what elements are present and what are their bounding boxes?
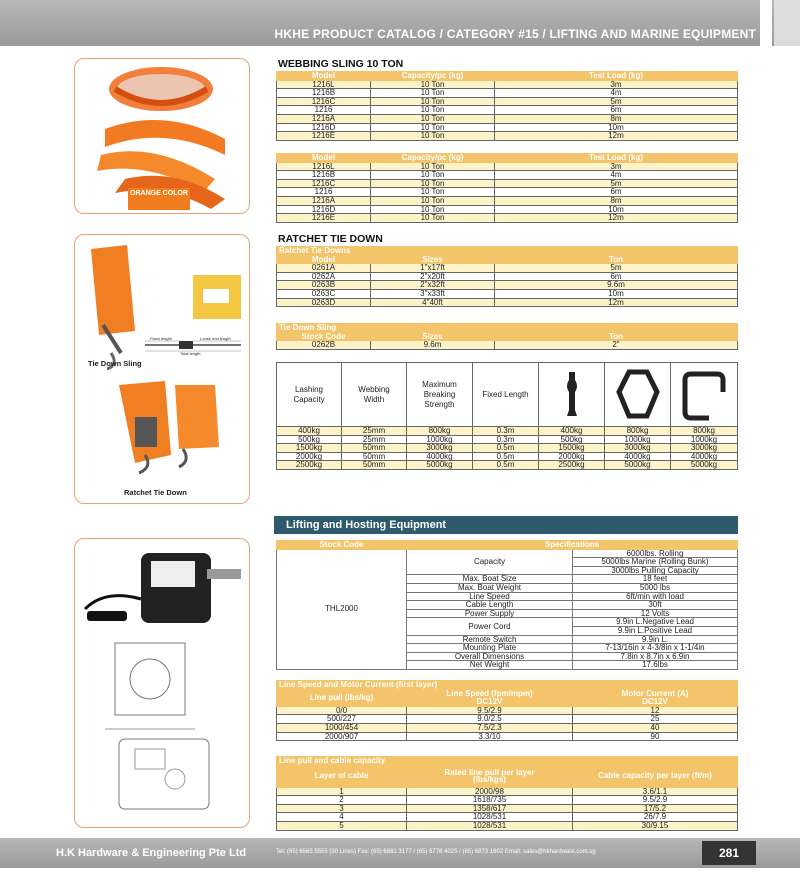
table-cell: 5000kg	[671, 461, 738, 470]
table-cell: 1500kg	[277, 444, 342, 453]
tie-down-picture	[75, 235, 250, 504]
col-fixed-length: Fixed Length	[473, 363, 539, 427]
spec-label: Max. Boat Weight	[407, 583, 573, 592]
table-cell: 3000kg	[605, 444, 671, 453]
table-cell: 1216B	[277, 171, 371, 180]
footer-company: H.K Hardware & Engineering Pte Ltd	[56, 847, 247, 859]
spec-value: 12 Volts	[573, 609, 738, 618]
diagram-label-loose: Loose end length	[200, 336, 231, 341]
table-row	[277, 89, 738, 98]
ratchet-downs-label: Ratchet Tie Downs	[277, 247, 738, 256]
table-cell: 12m	[495, 132, 738, 141]
table-cell: 10 Ton	[371, 132, 495, 141]
table-cell: 1216	[277, 188, 371, 197]
table-cell: 10 Ton	[371, 80, 495, 89]
table-cell: 0263B	[277, 281, 371, 290]
table-cell: 3	[277, 804, 407, 813]
table-row	[277, 796, 738, 805]
table-cell: 0.3m	[473, 435, 539, 444]
header-notch	[760, 0, 772, 46]
spec-label: Capacity	[407, 549, 573, 575]
spec-value: 17.6lbs	[573, 661, 738, 670]
table-cell: 1216C	[277, 97, 371, 106]
table-cell: 5m	[495, 179, 738, 188]
table-row	[277, 264, 738, 273]
table-cell: 1216D	[277, 205, 371, 214]
table-cell: 25	[573, 715, 738, 724]
table-cell: 5m	[495, 97, 738, 106]
table-cell: 10 Ton	[371, 106, 495, 115]
table-cell: 2"x32ft	[371, 281, 495, 290]
table-cell: 400kg	[539, 427, 605, 436]
table-cell: 3.3/10	[407, 732, 573, 741]
tie-down-sling-caption: Tie Down Sling	[88, 359, 142, 368]
table-row	[277, 298, 738, 307]
header-tail	[774, 0, 800, 46]
spec-label: Cable Length	[407, 601, 573, 610]
table-cell: 5000kg	[407, 461, 473, 470]
table-row	[277, 214, 738, 223]
table-cell: 10 Ton	[371, 162, 495, 171]
table-cell: 1000kg	[605, 435, 671, 444]
table-cell: 50mm	[342, 461, 407, 470]
table-row	[277, 132, 738, 141]
table-row	[277, 205, 738, 214]
table-cell: 2000/98	[407, 787, 573, 796]
stock-code-cell: THL2000	[277, 549, 407, 669]
table-row	[277, 106, 738, 115]
spec-label: Power Cord	[407, 618, 573, 635]
table-cell: 4000kg	[407, 452, 473, 461]
table-cell: 0.5m	[473, 444, 539, 453]
table-row	[277, 80, 738, 89]
table-cell: 3m	[495, 80, 738, 89]
col-line-speed: Line Speed (fpm/mpm)	[407, 689, 573, 698]
col-ton: Ton	[495, 332, 738, 341]
spec-label: Max. Boat Size	[407, 575, 573, 584]
spec-label: Line Speed	[407, 592, 573, 601]
table-cell: 0.5m	[473, 452, 539, 461]
table-cell: 500/227	[277, 715, 407, 724]
col-specifications: Specifications	[407, 541, 738, 550]
diagram-label-fixed: Fixed length	[150, 336, 172, 341]
table-cell: 10 Ton	[371, 205, 495, 214]
lifting-banner: Lifting and Hosting Equipment	[274, 516, 738, 534]
table-cell: 4m	[495, 89, 738, 98]
spec-label: Overall Dimensions	[407, 652, 573, 661]
table-cell: 3000kg	[671, 444, 738, 453]
table-cell: 1216L	[277, 162, 371, 171]
spec-label: Net Weight	[407, 661, 573, 670]
table-row	[277, 272, 738, 281]
table-cell: 800kg	[671, 427, 738, 436]
table-cell: 4000kg	[671, 452, 738, 461]
table-cell: 30/9.15	[573, 821, 738, 830]
table-cell: 8m	[495, 196, 738, 205]
table-cell: 1618/735	[407, 796, 573, 805]
table-row	[277, 732, 738, 741]
table-cell: 1000/454	[277, 723, 407, 732]
page-number: 281	[702, 841, 756, 865]
table-cell: 1"x17ft	[371, 264, 495, 273]
table-cell: 1500kg	[539, 444, 605, 453]
dc12v-label: DC12V	[407, 698, 573, 707]
col-sizes: Sizes	[371, 332, 495, 341]
table-cell: 5000kg	[605, 461, 671, 470]
col-test-load: Test Load (kg)	[495, 154, 738, 163]
col-ton: Ton	[495, 255, 738, 264]
table-cell: 25mm	[342, 427, 407, 436]
webbing-table-1	[276, 71, 738, 141]
table-cell: 6m	[495, 188, 738, 197]
table-cell: 17/5.2	[573, 804, 738, 813]
ratchet-downs-table	[276, 246, 738, 307]
col-capacity: Capacity/pc (kg)	[371, 72, 495, 81]
cable-capacity-label: Line pull and cable capacity	[277, 757, 738, 766]
table-cell: 7.5/2.3	[407, 723, 573, 732]
webbing-sling-title: WEBBING SLING 10 TON	[278, 58, 404, 70]
col-capacity: Capacity/pc (kg)	[371, 154, 495, 163]
table-cell: 2"	[495, 341, 738, 350]
table-cell: 9.6m	[371, 341, 495, 350]
table-cell: 26/7.9	[573, 813, 738, 822]
table-cell: 10m	[495, 123, 738, 132]
col-sizes: Sizes	[371, 255, 495, 264]
table-cell: 5m	[495, 264, 738, 273]
col-rated-pull: Rated line pull per layer (lbs/kgs)	[407, 765, 573, 787]
line-speed-table	[276, 680, 738, 741]
table-cell: 9.0/2.5	[407, 715, 573, 724]
hook-s-icon	[539, 363, 605, 427]
table-row	[277, 427, 738, 436]
table-row	[277, 804, 738, 813]
table-cell: 2000/907	[277, 732, 407, 741]
table-cell: 10 Ton	[371, 188, 495, 197]
spec-value: 5000lbs Marine (Rolling Bunk)	[573, 558, 738, 567]
table-cell: 40	[573, 723, 738, 732]
table-cell: 10 Ton	[371, 123, 495, 132]
table-row	[277, 123, 738, 132]
table-cell: 12m	[495, 298, 738, 307]
table-cell: 400kg	[277, 427, 342, 436]
spec-value: 9.9in L.Negative Lead	[573, 618, 738, 627]
table-cell: 10 Ton	[371, 171, 495, 180]
table-cell: 10m	[495, 205, 738, 214]
table-row	[277, 196, 738, 205]
spec-value: 3000lbs Pulling Capacity	[573, 566, 738, 575]
table-cell: 3000kg	[407, 444, 473, 453]
table-cell: 1216A	[277, 114, 371, 123]
table-cell: 2000kg	[277, 452, 342, 461]
diagram-label-total: Total length	[180, 351, 201, 356]
ratchet-title: RATCHET TIE DOWN	[278, 233, 383, 245]
spec-value: 6000lbs. Rolling	[573, 549, 738, 558]
table-cell: 2"x20ft	[371, 272, 495, 281]
page-title: HKHE PRODUCT CATALOG / CATEGORY #15 / LIFTING AND MARINE EQUIPMENT	[274, 27, 756, 41]
lifting-spec-table	[276, 540, 738, 670]
table-cell: 4	[277, 813, 407, 822]
spec-value: 6ft/min with load	[573, 592, 738, 601]
table-cell: 25mm	[342, 435, 407, 444]
table-cell: 3"x33ft	[371, 289, 495, 298]
table-cell: 0262B	[277, 341, 371, 350]
col-stock-code: Stock Code	[277, 541, 407, 550]
spec-label: Power Supply	[407, 609, 573, 618]
table-cell: 2000kg	[539, 452, 605, 461]
table-row	[277, 444, 738, 453]
table-cell: 1216E	[277, 214, 371, 223]
col-layer: Layer of cable	[277, 765, 407, 787]
table-cell: 5	[277, 821, 407, 830]
table-row	[277, 289, 738, 298]
spec-label: Remote Switch	[407, 635, 573, 644]
table-cell: 0261A	[277, 264, 371, 273]
lashing-capacity-table	[276, 362, 738, 470]
table-cell: 50mm	[342, 452, 407, 461]
table-cell: 2500kg	[277, 461, 342, 470]
line-speed-label: Line Speed and Motor Current (first layer)	[277, 681, 738, 690]
hook-j-icon	[671, 363, 738, 427]
table-cell: 6m	[495, 272, 738, 281]
spec-value: 5000 lbs	[573, 583, 738, 592]
table-cell: 9.5/2.9	[573, 796, 738, 805]
table-cell: 4000kg	[605, 452, 671, 461]
table-cell: 1216E	[277, 132, 371, 141]
table-cell: 1216L	[277, 80, 371, 89]
table-cell: 10 Ton	[371, 97, 495, 106]
col-webbing-width: Webbing Width	[342, 363, 407, 427]
hook-d-ring-icon	[605, 363, 671, 427]
tie-down-sling-label: Tie Down Sling	[277, 324, 738, 333]
table-row	[277, 162, 738, 171]
table-cell: 10 Ton	[371, 114, 495, 123]
col-model: Model	[277, 72, 371, 81]
table-cell: 4m	[495, 171, 738, 180]
table-cell: 0.3m	[473, 427, 539, 436]
table-row	[277, 188, 738, 197]
table-cell: 1028/531	[407, 821, 573, 830]
table-cell: 10 Ton	[371, 196, 495, 205]
table-row	[277, 171, 738, 180]
ratchet-tie-down-caption: Ratchet Tie Down	[124, 488, 187, 497]
table-cell: 1028/531	[407, 813, 573, 822]
col-breaking-strength: Maximum Breaking Strength	[407, 363, 473, 427]
table-cell: 10m	[495, 289, 738, 298]
col-test-load: Test Load (kg)	[495, 72, 738, 81]
spec-value: 9.9in L.Positive Lead	[573, 626, 738, 635]
table-cell: 1000kg	[407, 435, 473, 444]
table-cell: 1358/617	[407, 804, 573, 813]
table-row	[277, 821, 738, 830]
table-row	[277, 341, 738, 350]
table-row	[277, 813, 738, 822]
table-cell: 0263D	[277, 298, 371, 307]
winch-picture	[75, 539, 250, 828]
table-cell: 2	[277, 796, 407, 805]
table-cell: 3m	[495, 162, 738, 171]
webbing-table-2	[276, 153, 738, 223]
spec-value: 18 feet	[573, 575, 738, 584]
spec-value: 9.9in L.	[573, 635, 738, 644]
table-row	[277, 787, 738, 796]
table-cell: 9.6m	[495, 281, 738, 290]
table-cell: 1000kg	[671, 435, 738, 444]
table-cell: 8m	[495, 114, 738, 123]
table-cell: 9.5/2.9	[407, 706, 573, 715]
table-cell: 800kg	[407, 427, 473, 436]
table-row	[277, 723, 738, 732]
table-row	[277, 179, 738, 188]
table-row	[277, 114, 738, 123]
table-cell: 3.6/1.1	[573, 787, 738, 796]
table-cell: 1	[277, 787, 407, 796]
table-cell: 10 Ton	[371, 214, 495, 223]
col-line-pull: Line pull (lbs/kg)	[277, 689, 407, 706]
col-motor-current: Motor Current (A)	[573, 689, 738, 698]
tie-down-image	[74, 234, 250, 504]
table-cell: 0262A	[277, 272, 371, 281]
tie-down-sling-table	[276, 323, 738, 350]
table-cell: 1216C	[277, 179, 371, 188]
table-cell: 1216	[277, 106, 371, 115]
col-model: Model	[277, 154, 371, 163]
table-cell: 0/0	[277, 706, 407, 715]
table-cell: 2500kg	[539, 461, 605, 470]
table-cell: 1216D	[277, 123, 371, 132]
table-cell: 1216B	[277, 89, 371, 98]
table-cell: 6m	[495, 106, 738, 115]
footer-contact: Tel: (65) 6565 5555 (30 Lines) Fax: (65) 6861 3177 / (65) 6778 4025 / (65) 6873 1602 Email: sales@hkhardware.com.sg	[276, 849, 596, 855]
spec-value: 30ft	[573, 601, 738, 610]
table-cell: 10 Ton	[371, 179, 495, 188]
table-cell: 1216A	[277, 196, 371, 205]
table-cell: 0263C	[277, 289, 371, 298]
winch-image	[74, 538, 250, 828]
spec-label: Mounting Plate	[407, 644, 573, 653]
table-cell: 800kg	[605, 427, 671, 436]
table-cell: 90	[573, 732, 738, 741]
spec-value: 7-13/16in x 4-3/8in x 1-1/4in	[573, 644, 738, 653]
cable-capacity-table	[276, 756, 738, 831]
dc12v-label: DC12V	[573, 698, 738, 707]
col-lashing-capacity: Lashing Capacity	[277, 363, 342, 427]
table-cell: 10 Ton	[371, 89, 495, 98]
table-cell: 0.5m	[473, 461, 539, 470]
table-cell: 50mm	[342, 444, 407, 453]
table-cell: 12m	[495, 214, 738, 223]
table-row	[277, 97, 738, 106]
col-model: Model	[277, 255, 371, 264]
table-cell: 4"40ft	[371, 298, 495, 307]
spec-value: 7.8in x 8.7in x 6.9in	[573, 652, 738, 661]
table-row	[277, 281, 738, 290]
table-cell: 12	[573, 706, 738, 715]
table-cell: 500kg	[277, 435, 342, 444]
table-row	[277, 461, 738, 470]
table-cell: 500kg	[539, 435, 605, 444]
col-stock-code: Stock Code	[277, 332, 371, 341]
orange-color-label: ORANGE COLOR	[128, 188, 190, 210]
col-cable-capacity: Cable capacity per layer (ft/m)	[573, 765, 738, 787]
